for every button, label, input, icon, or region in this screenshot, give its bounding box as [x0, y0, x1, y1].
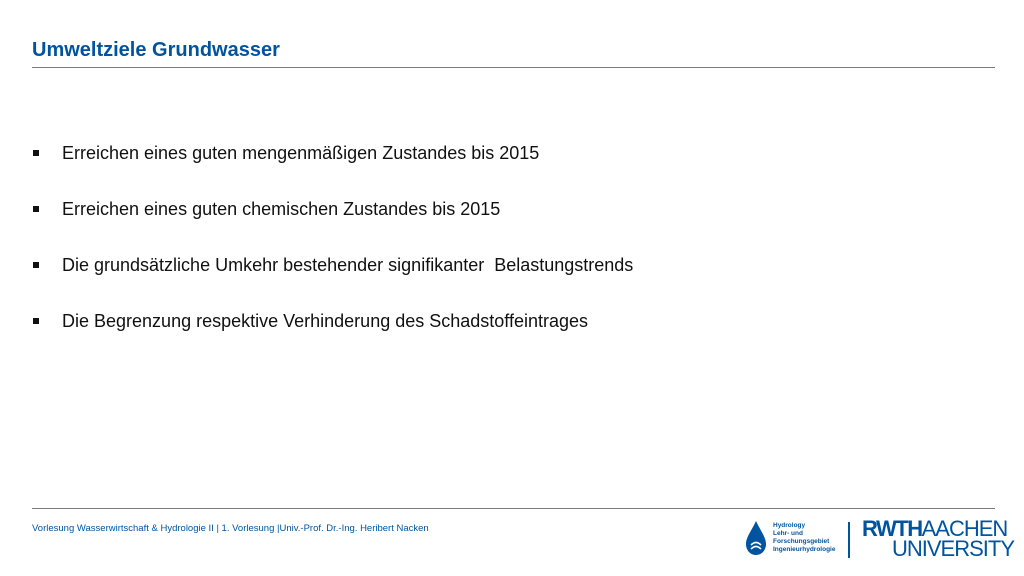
- footer-divider: [32, 508, 995, 509]
- footer-text: Vorlesung Wasserwirtschaft & Hydrologie II | 1. Vorlesung |Univ.-Prof. Dr.-Ing. Heribert Nacken: [32, 523, 429, 534]
- bullet-item: [32, 306, 633, 362]
- square-bullet-icon: [33, 318, 39, 324]
- bullet-item: [32, 194, 633, 250]
- hydrology-logo-line: Ingenieurhydrologie: [773, 546, 836, 553]
- hydrology-logo: [745, 520, 835, 556]
- logo-divider: [848, 522, 850, 558]
- bullet-text: Erreichen eines guten chemischen Zustandes bis 2015: [62, 199, 501, 219]
- rwth-logo: [862, 516, 1015, 561]
- bullet-text: Erreichen eines guten mengenmäßigen Zustandes bis 2015: [62, 143, 540, 163]
- hydrology-logo-line: Forschungsgebiet: [773, 538, 830, 545]
- bullet-text: Die grundsätzliche Umkehr bestehender signifikanter Belastungstrends: [62, 255, 634, 275]
- square-bullet-icon: [33, 206, 39, 212]
- rwth-logo-light: AACHEN: [921, 516, 1008, 541]
- hydrology-logo-line: Lehr- und: [773, 530, 803, 537]
- title-divider: [32, 67, 995, 68]
- rwth-logo-bold: RWTH: [862, 516, 922, 541]
- bullet-item: [32, 250, 633, 306]
- hydrology-logo-line: Hydrology: [773, 522, 806, 529]
- water-drop-icon: [745, 520, 767, 556]
- bullet-list: [32, 138, 633, 362]
- bullet-text: Die Begrenzung respektive Verhinderung des Schadstoffeintrages: [62, 311, 589, 331]
- slide-title: Umweltziele Grundwasser: [32, 39, 280, 61]
- hydrology-logo-text: [773, 522, 835, 554]
- square-bullet-icon: [33, 262, 39, 268]
- square-bullet-icon: [33, 150, 39, 156]
- rwth-logo-line2: UNIVERSITY: [892, 536, 1015, 561]
- bullet-item: [32, 138, 633, 194]
